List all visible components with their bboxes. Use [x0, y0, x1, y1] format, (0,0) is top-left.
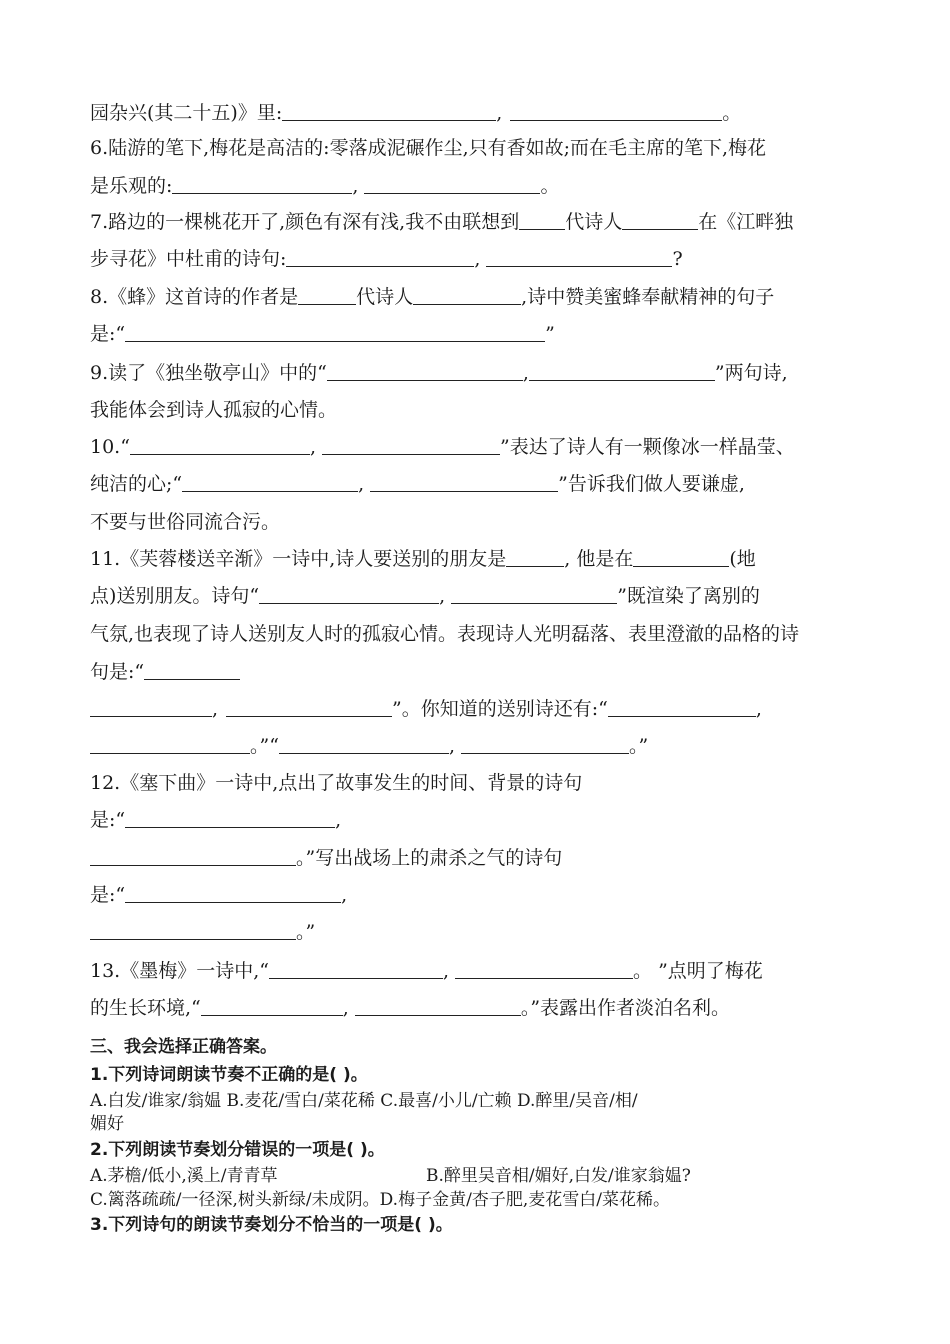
text: 。”表露出作者淡泊名利。 [520, 997, 731, 1019]
q6-line2 [90, 174, 559, 198]
q8-line1 [90, 285, 774, 309]
text: 。 [540, 175, 560, 197]
text: , [474, 248, 481, 270]
text: 代诗人 [565, 211, 623, 233]
text: 。” [628, 735, 649, 757]
text: 。 [722, 102, 742, 124]
mc2-option-b: B.醉里吴音相/媚好,白发/谁家翁媪? [426, 1166, 691, 1186]
answer-blank[interactable] [279, 735, 449, 754]
q5-line [90, 101, 741, 125]
q11-line1 [90, 547, 756, 571]
text: 步寻花》中杜甫的诗句: [90, 248, 287, 270]
answer-blank[interactable] [259, 585, 439, 604]
answer-blank[interactable] [486, 248, 672, 267]
answer-blank[interactable] [182, 473, 358, 492]
text: 10.“ [90, 436, 130, 458]
text: 点)送别朋友。诗句“ [90, 585, 260, 607]
answer-blank[interactable] [286, 248, 474, 267]
text: , [342, 997, 349, 1019]
answer-blank[interactable] [622, 211, 698, 230]
text: 7.路边的一棵桃花开了,颜色有深有浅,我不由联想到 [90, 211, 520, 233]
text: 。”“ [250, 735, 279, 757]
answer-blank[interactable] [125, 809, 335, 828]
answer-blank[interactable] [633, 548, 729, 567]
text: 8.《蜂》这首诗的作者是 [90, 286, 299, 308]
answer-blank[interactable] [455, 960, 633, 979]
q10-line3 [90, 510, 280, 534]
mc2-stem: 2.下列朗读节奏划分错误的一项是( )。 [90, 1140, 385, 1160]
q7-line1 [90, 210, 793, 234]
text: ,诗中赞美蜜蜂奉献精神的句子 [521, 286, 775, 308]
answer-blank[interactable] [370, 473, 558, 492]
text: 代诗人 [356, 286, 414, 308]
answer-blank[interactable] [125, 884, 341, 903]
answer-blank[interactable] [506, 548, 564, 567]
q6-line1 [90, 136, 766, 160]
text: 不要与世俗同流合污。 [90, 511, 281, 533]
q8-line2 [90, 322, 555, 346]
text: ”两句诗, [714, 362, 788, 384]
text: , [496, 102, 503, 124]
text: , [212, 698, 219, 720]
text: , [442, 960, 450, 982]
answer-blank[interactable] [322, 436, 500, 455]
answer-blank[interactable] [298, 286, 356, 305]
text: 是:“ [90, 809, 126, 831]
answer-blank[interactable] [125, 323, 545, 342]
text: , 他是在 [564, 548, 634, 570]
text: 气氛,也表现了诗人送别友人时的孤寂心情。表现诗人光明磊落、表里澄澈的品格的诗 [90, 623, 800, 645]
text: , [439, 585, 446, 607]
answer-blank[interactable] [90, 847, 296, 866]
text: ? [672, 248, 683, 270]
answer-blank[interactable] [282, 102, 496, 121]
answer-blank[interactable] [364, 175, 540, 194]
q11-line2 [90, 584, 760, 608]
q10-line1 [90, 435, 795, 459]
answer-blank[interactable] [226, 698, 392, 717]
q12-line5 [90, 920, 315, 944]
answer-blank[interactable] [451, 585, 617, 604]
answer-blank[interactable] [461, 735, 629, 754]
answer-blank[interactable] [144, 661, 240, 680]
answer-blank[interactable] [519, 211, 565, 230]
q13-line2 [90, 996, 730, 1020]
text: , [755, 698, 762, 720]
text: 6.陆游的笔下,梅花是高洁的:零落成泥碾作尘,只有香如故;而在毛主席的笔下,梅花 [90, 137, 767, 159]
mc1-options: A.白发/谁家/翁媪 B.麦花/雪白/菜花稀 C.最喜/小儿/亡赖 D.醉里/吴音/相/ [90, 1091, 638, 1111]
text: 9.读了《独坐敬亭山》中的“ [90, 362, 327, 384]
text: ”告诉我们做人要谦虚, [558, 473, 745, 495]
answer-blank[interactable] [327, 362, 523, 381]
q11-line3 [90, 622, 799, 646]
answer-blank[interactable] [608, 698, 756, 717]
q7-line2 [90, 247, 683, 271]
text: 的生长环境,“ [90, 997, 201, 1019]
answer-blank[interactable] [90, 698, 212, 717]
answer-blank[interactable] [269, 960, 443, 979]
q11-line6 [90, 734, 648, 758]
q12-line1 [90, 771, 582, 795]
mc1-options-cont: 媚好 [90, 1114, 124, 1134]
text: ”。你知道的送别诗还有:“ [392, 698, 608, 720]
text: , [309, 436, 316, 458]
answer-blank[interactable] [130, 436, 310, 455]
text: ”表达了诗人有一颗像冰一样晶莹、 [499, 436, 795, 458]
text: ” [545, 323, 555, 345]
text: , [335, 809, 342, 831]
answer-blank[interactable] [172, 175, 352, 194]
text: 。 ”点明了梅花 [633, 960, 763, 982]
answer-blank[interactable] [355, 997, 521, 1016]
answer-blank[interactable] [90, 921, 296, 940]
text: , [341, 884, 348, 906]
text: 13.《墨梅》一诗中,“ [90, 960, 269, 982]
text: , [448, 735, 455, 757]
answer-blank[interactable] [413, 286, 521, 305]
q13-line1 [90, 959, 763, 983]
q11-line5 [90, 697, 762, 721]
section-title: 三、我会选择正确答案。 [90, 1037, 277, 1057]
q9-line1 [90, 361, 788, 385]
answer-blank[interactable] [529, 362, 715, 381]
text: 12.《塞下曲》一诗中,点出了故事发生的时间、背景的诗句 [90, 772, 583, 794]
answer-blank[interactable] [510, 102, 722, 121]
text: 是乐观的: [90, 175, 173, 197]
text: ”既渲染了离别的 [617, 585, 760, 607]
text: 园杂兴(其二十五)》里: [90, 102, 283, 124]
text: 是:“ [90, 884, 126, 906]
mc2-option-cd: C.篱落疏疏/一径深,树头新绿/未成阴。D.梅子金黄/杏子肥,麦花雪白/菜花稀。 [90, 1190, 670, 1210]
text: 。” [296, 921, 316, 943]
text: , [358, 473, 365, 495]
q12-line3 [90, 846, 562, 870]
text: 。”写出战场上的肃杀之气的诗句 [296, 847, 563, 869]
text: 是:“ [90, 323, 126, 345]
text: , [352, 175, 359, 197]
mc1-stem: 1.下列诗词朗读节奏不正确的是( )。 [90, 1065, 368, 1085]
q11-line4 [90, 660, 240, 684]
mc3-stem: 3.下列诗句的朗读节奏划分不恰当的一项是( )。 [90, 1215, 453, 1235]
q12-line2 [90, 808, 341, 832]
text: , [522, 362, 529, 384]
text: 在《江畔独 [698, 211, 794, 233]
text: 纯洁的心;“ [90, 473, 183, 495]
text: 11.《芙蓉楼送辛渐》一诗中,诗人要送别的朋友是 [90, 548, 507, 570]
q9-line2 [90, 398, 337, 422]
answer-blank[interactable] [201, 997, 343, 1016]
text: 我能体会到诗人孤寂的心情。 [90, 399, 338, 421]
q10-line2 [90, 472, 745, 496]
q12-line4 [90, 883, 347, 907]
text: (地 [729, 548, 756, 570]
mc2-option-a: A.茅檐/低小,溪上/青青草 [90, 1166, 278, 1186]
answer-blank[interactable] [90, 735, 250, 754]
text: 句是:“ [90, 661, 145, 683]
